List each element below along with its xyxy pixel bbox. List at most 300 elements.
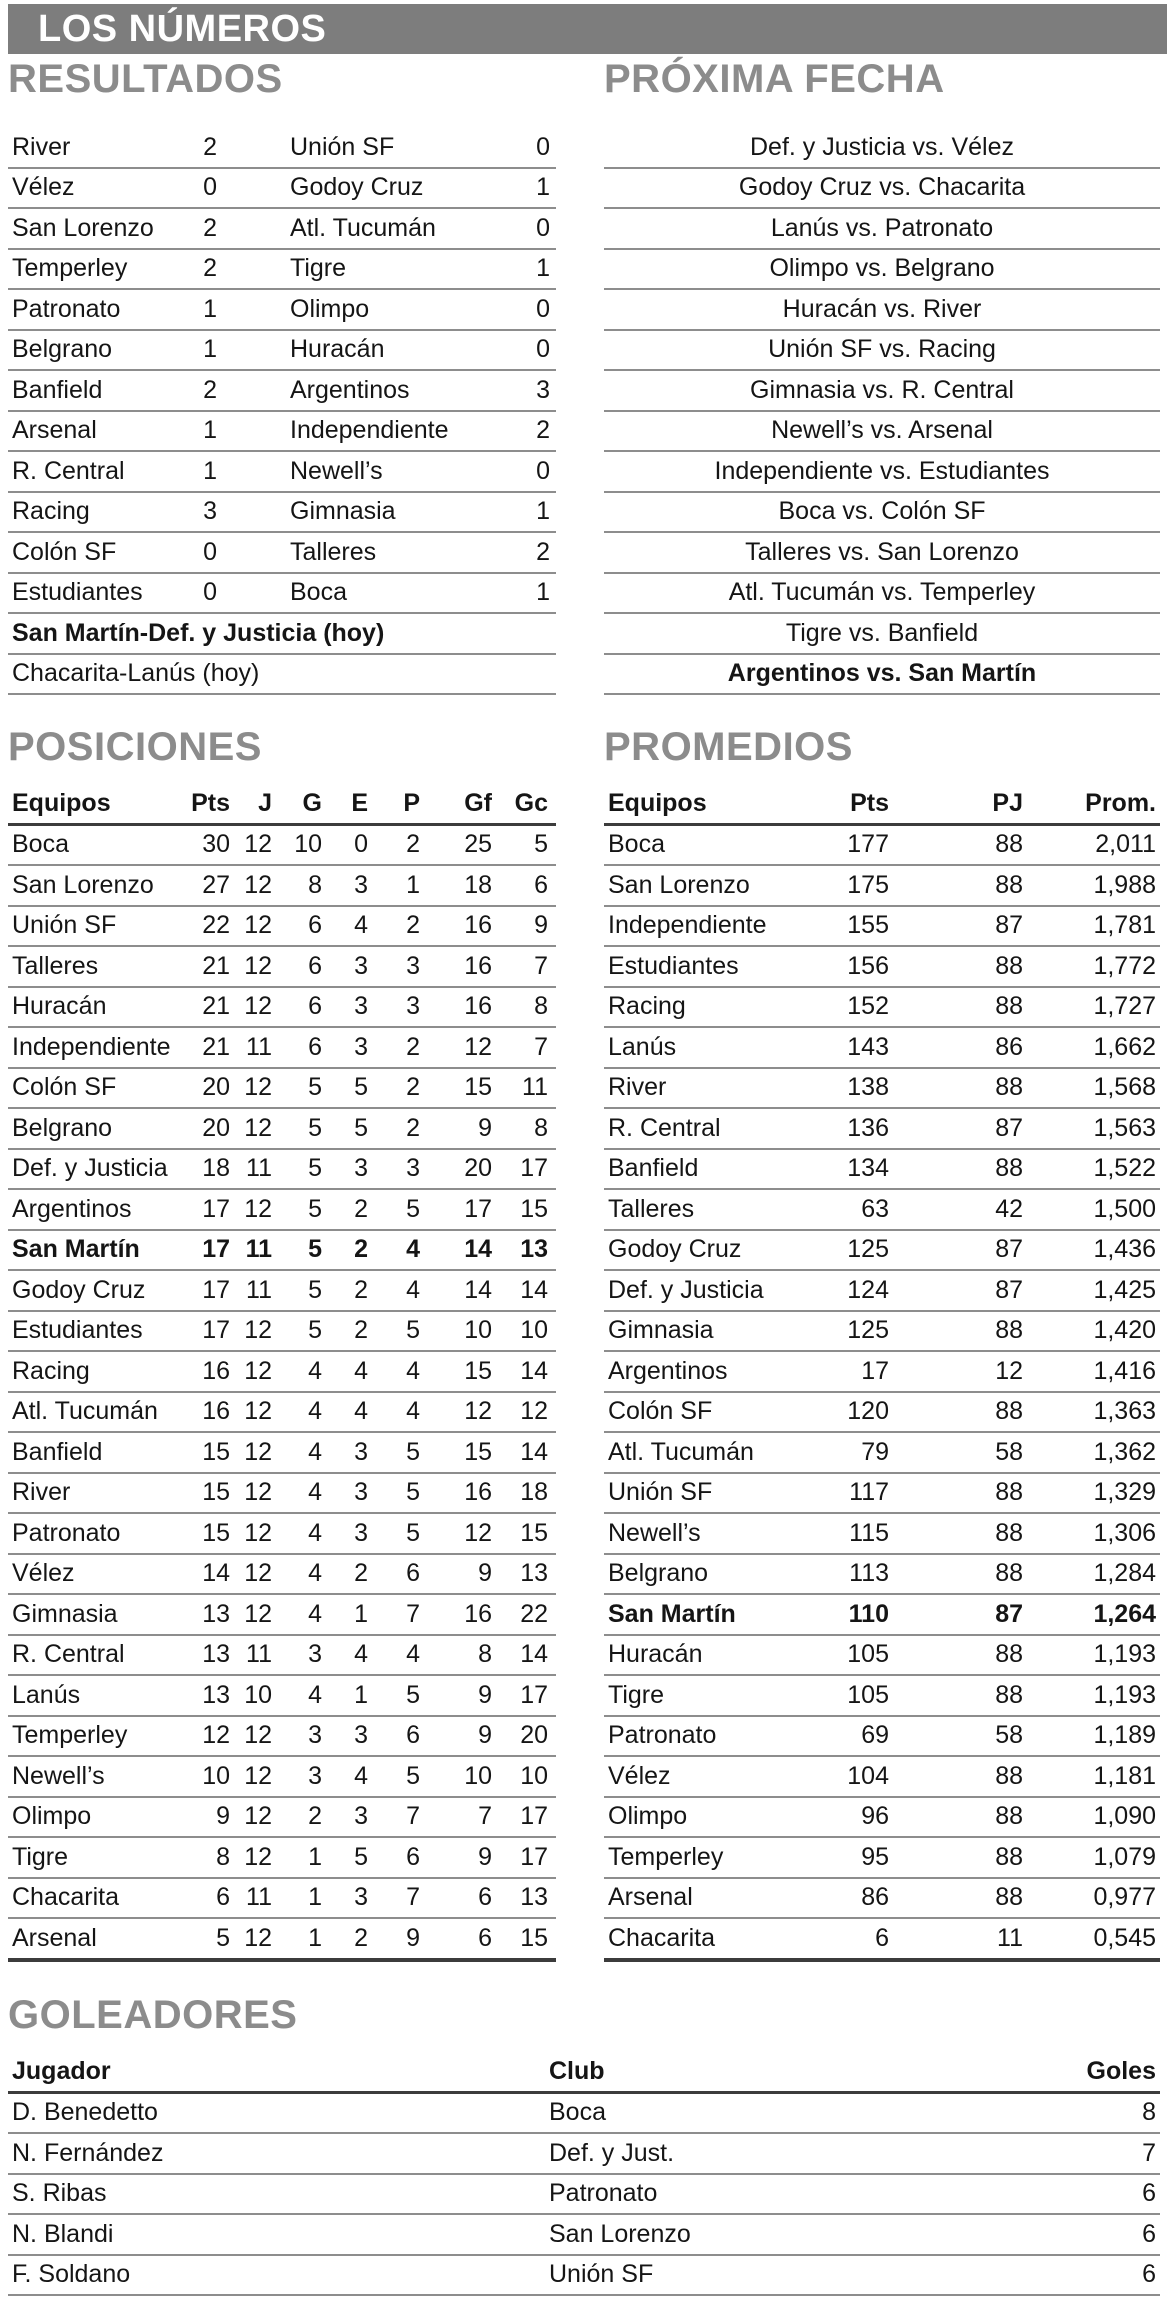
col-header-equipos: Equipos (608, 788, 707, 817)
team-p: 3 (406, 992, 420, 1021)
home-team-score: 1 (203, 456, 217, 485)
team-pts: 12 (202, 1721, 230, 1750)
team-e: 3 (354, 951, 368, 980)
away-team-name: Boca (290, 578, 347, 607)
team-p: 3 (406, 951, 420, 980)
team-name: Vélez (12, 1559, 75, 1588)
averages-row (604, 1109, 1160, 1150)
standings-table (8, 784, 556, 1962)
team-gc: 14 (520, 1275, 548, 1304)
standings-row (8, 1595, 556, 1636)
team-j: 12 (244, 992, 272, 1021)
team-gc: 7 (534, 951, 548, 980)
team-name: Huracán (608, 1640, 703, 1669)
team-name: Atl. Tucumán (608, 1437, 754, 1466)
col-header-club: Club (549, 2056, 605, 2085)
team-gf: 12 (464, 1397, 492, 1426)
standings-row (8, 1190, 556, 1231)
away-team-name: Argentinos (290, 375, 410, 404)
team-gc: 12 (520, 1397, 548, 1426)
averages-row (604, 1433, 1160, 1474)
away-team-score: 2 (536, 416, 550, 445)
team-pts: 15 (202, 1478, 230, 1507)
team-name: Temperley (12, 1721, 128, 1750)
home-team-name: Vélez (12, 173, 75, 202)
team-j: 12 (244, 1194, 272, 1223)
averages-row (604, 1352, 1160, 1393)
averages-rows (604, 826, 1160, 1962)
team-gc: 13 (520, 1883, 548, 1912)
team-p: 2 (406, 830, 420, 859)
team-p: 2 (406, 1113, 420, 1142)
away-team-score: 2 (536, 537, 550, 566)
team-g: 2 (308, 1802, 322, 1831)
standings-row (8, 1028, 556, 1069)
team-g: 4 (308, 1599, 322, 1628)
team-gf: 10 (464, 1316, 492, 1345)
team-name: Argentinos (608, 1356, 728, 1385)
team-e: 1 (354, 1680, 368, 1709)
team-j: 12 (244, 1073, 272, 1102)
team-j: 12 (244, 1316, 272, 1345)
averages-row (604, 1838, 1160, 1879)
averages-row (604, 1676, 1160, 1717)
team-pj: 86 (995, 1032, 1023, 1061)
team-name: Talleres (608, 1194, 695, 1223)
team-g: 3 (308, 1640, 322, 1669)
standings-row (8, 1798, 556, 1839)
col-header-g: G (302, 788, 322, 817)
team-pts: 30 (202, 830, 230, 859)
player-club: Patronato (549, 2179, 658, 2208)
team-pts: 17 (202, 1316, 230, 1345)
team-pts: 125 (847, 1316, 889, 1345)
team-g: 10 (294, 830, 322, 859)
team-name: Gimnasia (12, 1599, 118, 1628)
away-team-name: Huracán (290, 335, 385, 364)
page-title: LOS NÚMEROS (38, 7, 327, 50)
team-prom: 1,781 (1093, 911, 1156, 940)
team-pts: 143 (847, 1032, 889, 1061)
team-j: 12 (244, 870, 272, 899)
col-header-pts: Pts (850, 788, 889, 817)
result-row (8, 209, 556, 250)
team-prom: 1,193 (1093, 1680, 1156, 1709)
team-gf: 7 (478, 1802, 492, 1831)
team-pj: 88 (995, 1478, 1023, 1507)
team-pts: 136 (847, 1113, 889, 1142)
team-name: Def. y Justicia (608, 1275, 764, 1304)
team-pts: 124 (847, 1275, 889, 1304)
team-pj: 88 (995, 951, 1023, 980)
result-row (8, 128, 556, 169)
team-e: 4 (354, 911, 368, 940)
team-j: 12 (244, 1356, 272, 1385)
team-pts: 152 (847, 992, 889, 1021)
team-prom: 1,189 (1093, 1721, 1156, 1750)
averages-row (604, 866, 1160, 907)
fixture-row: Gimnasia vs. R. Central (604, 371, 1160, 412)
team-j: 12 (244, 1599, 272, 1628)
standings-row (8, 1393, 556, 1434)
team-g: 5 (308, 1073, 322, 1102)
team-pj: 88 (995, 1883, 1023, 1912)
team-gf: 9 (478, 1721, 492, 1750)
team-name: Racing (12, 1356, 90, 1385)
away-team-name: Godoy Cruz (290, 173, 424, 202)
team-name: Argentinos (12, 1194, 132, 1223)
section-proxima-fecha (604, 54, 1160, 695)
team-pts: 15 (202, 1437, 230, 1466)
standings-row (8, 1231, 556, 1272)
section-goleadores (8, 1990, 1160, 2296)
team-name: Olimpo (12, 1802, 92, 1831)
team-e: 2 (354, 1194, 368, 1223)
home-team-score: 0 (203, 578, 217, 607)
team-name: Chacarita (608, 1923, 715, 1952)
averages-row (604, 1514, 1160, 1555)
standings-row (8, 988, 556, 1029)
team-pts: 13 (202, 1680, 230, 1709)
away-team-name: Gimnasia (290, 497, 396, 526)
team-pts: 17 (202, 1275, 230, 1304)
team-pts: 21 (202, 951, 230, 980)
player-club: San Lorenzo (549, 2219, 691, 2248)
standings-row (8, 1069, 556, 1110)
col-header-e: E (351, 788, 368, 817)
away-team-score: 1 (536, 254, 550, 283)
team-j: 11 (246, 1275, 272, 1304)
player-goals: 8 (1142, 2098, 1156, 2127)
section-promedios (604, 722, 1160, 1962)
team-gc: 22 (520, 1599, 548, 1628)
result-row (8, 290, 556, 331)
team-pts: 96 (861, 1802, 889, 1831)
team-name: River (608, 1073, 667, 1102)
team-e: 5 (354, 1113, 368, 1142)
standings-row (8, 1150, 556, 1191)
averages-row (604, 1879, 1160, 1920)
team-name: Estudiantes (12, 1316, 143, 1345)
team-j: 12 (244, 1397, 272, 1426)
team-gc: 14 (520, 1640, 548, 1669)
player-name: D. Benedetto (12, 2098, 158, 2127)
team-g: 1 (308, 1883, 322, 1912)
team-name: Unión SF (608, 1478, 713, 1507)
scorers-table (8, 2052, 1160, 2296)
team-pts: 177 (847, 830, 889, 859)
pending-match-row: San Martín-Def. y Justicia (hoy) (8, 614, 556, 655)
team-g: 5 (308, 1154, 322, 1183)
team-pts: 156 (847, 951, 889, 980)
col-header-j: J (258, 788, 272, 817)
team-j: 12 (244, 911, 272, 940)
team-pj: 87 (995, 911, 1023, 940)
team-gf: 16 (464, 1599, 492, 1628)
scorers-header-row (8, 2052, 1160, 2094)
standings-row (8, 866, 556, 907)
fixture-row: Atl. Tucumán vs. Temperley (604, 574, 1160, 615)
scorer-row (8, 2175, 1160, 2216)
team-name: Def. y Justicia (12, 1154, 168, 1183)
team-p: 7 (406, 1802, 420, 1831)
team-e: 3 (354, 1478, 368, 1507)
standings-row (8, 1271, 556, 1312)
fixture-row: Olimpo vs. Belgrano (604, 250, 1160, 291)
team-j: 12 (244, 1923, 272, 1952)
averages-row (604, 1595, 1160, 1636)
result-row (8, 371, 556, 412)
team-prom: 1,988 (1093, 870, 1156, 899)
team-gc: 5 (534, 830, 548, 859)
team-pj: 88 (995, 1761, 1023, 1790)
team-name: Banfield (12, 1437, 103, 1466)
standings-row (8, 1919, 556, 1958)
team-pts: 105 (847, 1680, 889, 1709)
home-team-name: San Lorenzo (12, 213, 154, 242)
team-pts: 175 (847, 870, 889, 899)
team-pts: 16 (202, 1356, 230, 1385)
team-prom: 1,416 (1093, 1356, 1156, 1385)
team-pts: 120 (847, 1397, 889, 1426)
home-team-score: 2 (203, 132, 217, 161)
team-p: 4 (406, 1356, 420, 1385)
team-p: 4 (406, 1397, 420, 1426)
team-e: 2 (354, 1923, 368, 1952)
team-p: 7 (406, 1599, 420, 1628)
team-pts: 113 (849, 1559, 889, 1588)
averages-row (604, 1271, 1160, 1312)
team-pts: 125 (847, 1235, 889, 1264)
away-team-score: 1 (536, 497, 550, 526)
team-e: 4 (354, 1640, 368, 1669)
team-prom: 1,772 (1093, 951, 1156, 980)
standings-row (8, 947, 556, 988)
team-name: Racing (608, 992, 686, 1021)
standings-row (8, 1636, 556, 1677)
team-name: Independiente (12, 1032, 171, 1061)
team-name: Patronato (12, 1518, 121, 1547)
team-gc: 17 (520, 1154, 548, 1183)
team-pts: 104 (847, 1761, 889, 1790)
fixtures-list (604, 128, 1160, 695)
team-pts: 110 (848, 1599, 889, 1628)
team-g: 4 (308, 1518, 322, 1547)
team-e: 3 (354, 1154, 368, 1183)
averages-row (604, 1636, 1160, 1677)
section-title-proxima-fecha: PRÓXIMA FECHA (604, 57, 945, 101)
team-prom: 0,545 (1093, 1923, 1156, 1952)
player-goals: 7 (1142, 2138, 1156, 2167)
result-row (8, 533, 556, 574)
team-prom: 1,522 (1093, 1154, 1156, 1183)
team-gf: 18 (464, 870, 492, 899)
team-pj: 87 (995, 1599, 1023, 1628)
standings-rows (8, 826, 556, 1962)
team-gf: 10 (464, 1761, 492, 1790)
player-club: Unión SF (549, 2260, 654, 2289)
team-p: 4 (406, 1640, 420, 1669)
team-prom: 2,011 (1095, 830, 1156, 859)
section-title-promedios: PROMEDIOS (604, 725, 853, 769)
away-team-name: Unión SF (290, 132, 395, 161)
result-row (8, 331, 556, 372)
team-g: 5 (308, 1235, 322, 1264)
home-team-score: 2 (203, 254, 217, 283)
team-j: 12 (244, 1842, 272, 1871)
fixture-row: Tigre vs. Banfield (604, 614, 1160, 655)
col-header-goles: Goles (1086, 2056, 1156, 2085)
col-header-pj: PJ (992, 788, 1023, 817)
team-name: Colón SF (608, 1397, 713, 1426)
team-pts: 18 (202, 1154, 230, 1183)
team-e: 3 (354, 1883, 368, 1912)
result-row (8, 452, 556, 493)
team-pts: 155 (847, 911, 889, 940)
standings-header-row (8, 784, 556, 826)
team-p: 6 (406, 1842, 420, 1871)
team-p: 5 (406, 1194, 420, 1223)
team-pts: 13 (202, 1640, 230, 1669)
home-team-name: Racing (12, 497, 90, 526)
team-pts: 20 (202, 1073, 230, 1102)
team-j: 12 (244, 1478, 272, 1507)
fixture-row: Newell’s vs. Arsenal (604, 412, 1160, 453)
team-pts: 9 (216, 1802, 230, 1831)
away-team-score: 0 (536, 132, 550, 161)
team-name: Gimnasia (608, 1316, 714, 1345)
team-name: Patronato (608, 1721, 717, 1750)
averages-row (604, 1798, 1160, 1839)
team-p: 5 (406, 1437, 420, 1466)
team-gc: 10 (520, 1761, 548, 1790)
team-name: River (12, 1478, 71, 1507)
home-team-score: 2 (203, 375, 217, 404)
pending-match-row: Chacarita-Lanús (hoy) (8, 655, 556, 696)
team-pts: 134 (847, 1154, 889, 1183)
team-gc: 10 (520, 1316, 548, 1345)
result-row (8, 169, 556, 210)
team-pts: 79 (861, 1437, 889, 1466)
team-pts: 86 (861, 1883, 889, 1912)
home-team-score: 3 (203, 497, 217, 526)
team-prom: 1,362 (1093, 1437, 1156, 1466)
averages-table (604, 784, 1160, 1962)
team-prom: 1,306 (1093, 1518, 1156, 1547)
team-g: 4 (308, 1437, 322, 1466)
team-e: 2 (354, 1316, 368, 1345)
team-pj: 88 (995, 1518, 1023, 1547)
team-p: 2 (406, 911, 420, 940)
team-prom: 1,079 (1093, 1842, 1156, 1871)
col-header-p: P (403, 788, 420, 817)
player-name: N. Blandi (12, 2219, 114, 2248)
team-e: 4 (354, 1397, 368, 1426)
home-team-name: Arsenal (12, 416, 97, 445)
team-p: 4 (406, 1275, 420, 1304)
home-team-score: 0 (203, 173, 217, 202)
team-name: Godoy Cruz (12, 1275, 146, 1304)
home-team-name: Banfield (12, 375, 103, 404)
team-gf: 6 (478, 1923, 492, 1952)
team-pj: 12 (995, 1356, 1023, 1385)
team-pts: 69 (861, 1721, 889, 1750)
averages-row (604, 988, 1160, 1029)
away-team-score: 3 (536, 375, 550, 404)
team-g: 4 (308, 1356, 322, 1385)
team-prom: 1,568 (1093, 1073, 1156, 1102)
team-gf: 9 (478, 1680, 492, 1709)
team-pts: 27 (202, 870, 230, 899)
team-prom: 1,181 (1093, 1761, 1156, 1790)
team-pj: 88 (995, 992, 1023, 1021)
team-e: 3 (354, 1721, 368, 1750)
team-pj: 88 (995, 1802, 1023, 1831)
team-name: Tigre (12, 1842, 69, 1871)
standings-row (8, 1717, 556, 1758)
team-p: 5 (406, 1680, 420, 1709)
home-team-score: 0 (203, 537, 217, 566)
team-e: 2 (354, 1235, 368, 1264)
team-gc: 15 (520, 1194, 548, 1223)
team-prom: 1,662 (1093, 1032, 1156, 1061)
averages-row (604, 1028, 1160, 1069)
player-club: Def. y Just. (549, 2138, 675, 2167)
home-team-score: 1 (203, 335, 217, 364)
team-gf: 16 (464, 992, 492, 1021)
averages-row (604, 1919, 1160, 1958)
player-name: S. Ribas (12, 2179, 107, 2208)
home-team-score: 2 (203, 213, 217, 242)
team-gf: 16 (464, 951, 492, 980)
standings-row (8, 1879, 556, 1920)
team-p: 6 (406, 1559, 420, 1588)
team-gf: 15 (464, 1073, 492, 1102)
team-name: Talleres (12, 951, 99, 980)
team-e: 3 (354, 992, 368, 1021)
team-name: Arsenal (12, 1923, 97, 1952)
team-name: Godoy Cruz (608, 1235, 742, 1264)
standings-row (8, 1474, 556, 1515)
home-team-score: 1 (203, 294, 217, 323)
team-name: Belgrano (608, 1559, 709, 1588)
player-name: F. Soldano (12, 2260, 131, 2289)
averages-row (604, 947, 1160, 988)
team-name: Estudiantes (608, 951, 739, 980)
team-gc: 15 (520, 1518, 548, 1547)
team-name: Banfield (608, 1154, 699, 1183)
team-g: 4 (308, 1680, 322, 1709)
team-e: 4 (354, 1356, 368, 1385)
team-name: Colón SF (12, 1073, 117, 1102)
home-team-score: 1 (203, 416, 217, 445)
team-pts: 5 (216, 1923, 230, 1952)
averages-row (604, 907, 1160, 948)
team-g: 5 (308, 1316, 322, 1345)
team-pj: 87 (995, 1275, 1023, 1304)
player-club: Boca (549, 2098, 606, 2127)
team-pj: 58 (995, 1437, 1023, 1466)
team-prom: 1,193 (1093, 1640, 1156, 1669)
team-pj: 87 (995, 1235, 1023, 1264)
team-pts: 117 (849, 1478, 889, 1507)
team-p: 5 (406, 1478, 420, 1507)
averages-row (604, 1393, 1160, 1434)
team-g: 4 (308, 1559, 322, 1588)
team-e: 5 (354, 1073, 368, 1102)
team-e: 3 (354, 1802, 368, 1831)
team-j: 12 (244, 1761, 272, 1790)
